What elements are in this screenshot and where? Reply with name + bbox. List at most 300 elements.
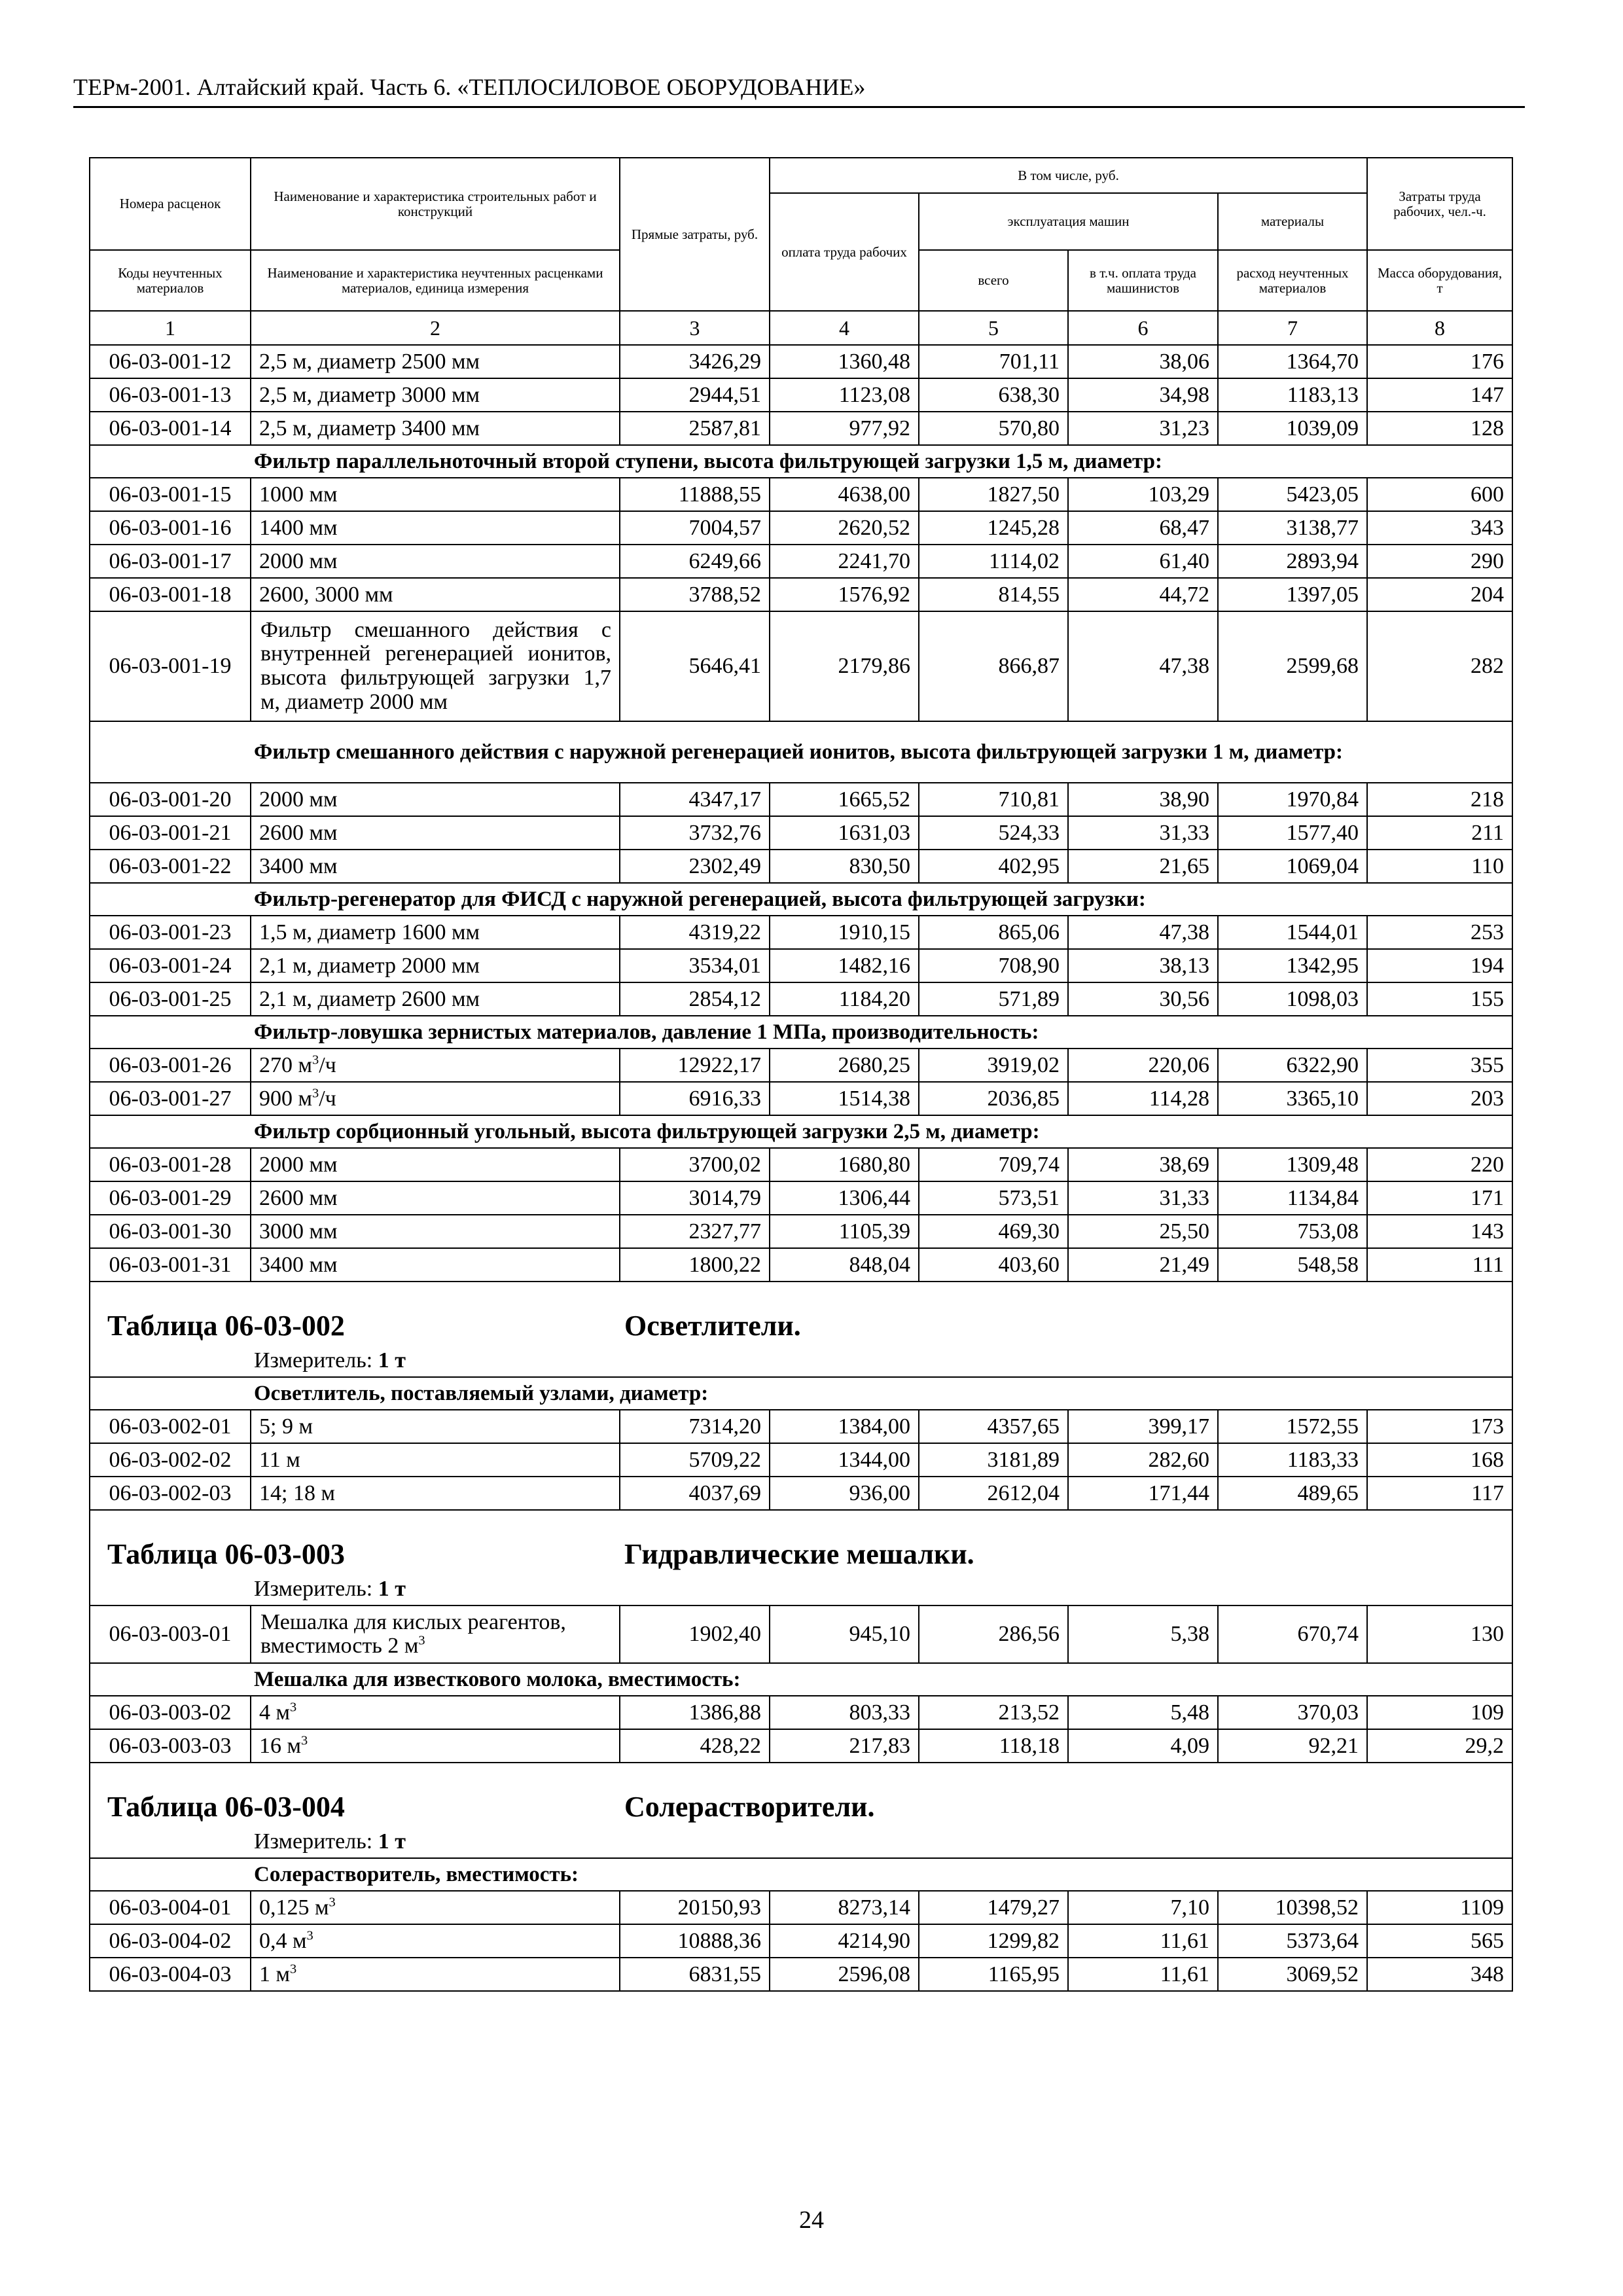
- rate-code: 06-03-001-16: [90, 511, 251, 545]
- table-row: [90, 478, 1512, 511]
- rate-name-text: 270 м: [259, 1052, 313, 1077]
- materials-cost: 92,21: [1218, 1729, 1367, 1763]
- rate-name-text: 5; 9 м: [259, 1414, 313, 1439]
- machinists-pay: 4,09: [1068, 1729, 1218, 1763]
- col-number: 2: [251, 311, 620, 345]
- machinists-pay: 25,50: [1068, 1215, 1218, 1248]
- machines-total: 402,95: [919, 850, 1068, 883]
- materials-cost: 1544,01: [1218, 916, 1367, 949]
- rows-block: [90, 345, 1512, 445]
- machinists-pay: 38,90: [1068, 783, 1218, 816]
- materials-cost: 1572,55: [1218, 1410, 1367, 1443]
- labor-hours: 130: [1367, 1605, 1512, 1663]
- direct-cost: 2302,49: [620, 850, 770, 883]
- col-number: 5: [919, 311, 1068, 345]
- rate-name-text: 2000 мм: [259, 1152, 338, 1177]
- group-row: [90, 1115, 1512, 1148]
- labor-pay: 803,33: [770, 1696, 919, 1729]
- machines-total: 865,06: [919, 916, 1068, 949]
- rate-name: [251, 1477, 620, 1510]
- direct-cost: 3732,76: [620, 816, 770, 850]
- table-subject: Осветлители.: [624, 1310, 801, 1342]
- rate-name: [251, 578, 620, 611]
- machinists-pay: 47,38: [1068, 611, 1218, 721]
- labor-hours: 143: [1367, 1215, 1512, 1248]
- machinists-pay: 68,47: [1068, 511, 1218, 545]
- machinists-pay: 114,28: [1068, 1082, 1218, 1115]
- materials-cost: 1183,13: [1218, 378, 1367, 412]
- rate-code: 06-03-002-02: [90, 1443, 251, 1477]
- table-row: [90, 1891, 1512, 1924]
- machinists-pay: 61,40: [1068, 545, 1218, 578]
- rate-name: [251, 1148, 620, 1181]
- materials-cost: 548,58: [1218, 1248, 1367, 1282]
- rate-code: 06-03-001-30: [90, 1215, 251, 1248]
- rate-name: [251, 1696, 620, 1729]
- direct-cost: 3534,01: [620, 949, 770, 982]
- table-row: [90, 1148, 1512, 1181]
- rate-name-text: 14; 18 м: [259, 1480, 335, 1505]
- rate-name-text: 11 м: [259, 1447, 300, 1472]
- machines-total: 710,81: [919, 783, 1068, 816]
- group-label: Фильтр-ловушка зернистых материалов, давление 1 МПа, производительность:: [90, 1016, 1512, 1049]
- rate-code: 06-03-001-26: [90, 1049, 251, 1082]
- machinists-pay: 31,33: [1068, 1181, 1218, 1215]
- materials-cost: 1342,95: [1218, 949, 1367, 982]
- rate-code: 06-03-001-27: [90, 1082, 251, 1115]
- machines-total: 213,52: [919, 1696, 1068, 1729]
- direct-cost: 3014,79: [620, 1181, 770, 1215]
- machinists-pay: 30,56: [1068, 982, 1218, 1016]
- rows-block: [90, 478, 1512, 611]
- measure-label: Измеритель:: [254, 1829, 373, 1854]
- header-direct: Прямые затраты, руб.: [620, 158, 770, 311]
- direct-cost: 4037,69: [620, 1477, 770, 1510]
- materials-cost: 1577,40: [1218, 816, 1367, 850]
- header-incl: В том числе, руб.: [770, 158, 1367, 193]
- cube-superscript: 3: [312, 1086, 319, 1101]
- labor-hours: 117: [1367, 1477, 1512, 1510]
- table-row: [90, 1443, 1512, 1477]
- materials-cost: 1970,84: [1218, 783, 1367, 816]
- labor-hours: 109: [1367, 1696, 1512, 1729]
- labor-pay: 8273,14: [770, 1891, 919, 1924]
- labor-pay: 2179,86: [770, 611, 919, 721]
- machinists-pay: 31,23: [1068, 412, 1218, 445]
- materials-cost: 1069,04: [1218, 850, 1367, 883]
- group-label: Фильтр смешанного действия с наружной регенерацией ионитов, высота фильтрующей загрузки 1 м, диаметр:: [90, 721, 1512, 783]
- rows-block: [90, 916, 1512, 1016]
- col-number: 4: [770, 311, 919, 345]
- labor-hours: 29,2: [1367, 1729, 1512, 1763]
- direct-cost: 1800,22: [620, 1248, 770, 1282]
- labor-pay: 1306,44: [770, 1181, 919, 1215]
- rate-name-text: 2600, 3000 мм: [259, 582, 393, 607]
- rate-name-text: 2600 мм: [259, 820, 338, 845]
- direct-cost: 6831,55: [620, 1958, 770, 1991]
- rate-name: [251, 1729, 620, 1763]
- rate-name: [251, 478, 620, 511]
- rate-code: 06-03-001-29: [90, 1181, 251, 1215]
- machines-total: 403,60: [919, 1248, 1068, 1282]
- header-mass: Масса оборудования, т: [1367, 250, 1512, 311]
- cube-superscript: 3: [290, 1962, 297, 1977]
- rate-name-text: 0,125 м: [259, 1895, 329, 1920]
- rate-code: 06-03-001-14: [90, 412, 251, 445]
- labor-hours: 282: [1367, 611, 1512, 721]
- machines-total: 524,33: [919, 816, 1068, 850]
- machines-total: 638,30: [919, 378, 1068, 412]
- materials-cost: 1309,48: [1218, 1148, 1367, 1181]
- machines-total: 814,55: [919, 578, 1068, 611]
- table-subject: Гидравлические мешалки.: [624, 1538, 974, 1570]
- machines-total: 573,51: [919, 1181, 1068, 1215]
- materials-cost: 5373,64: [1218, 1924, 1367, 1958]
- direct-cost: 12922,17: [620, 1049, 770, 1082]
- machinists-pay: 5,38: [1068, 1605, 1218, 1663]
- rate-code: 06-03-001-18: [90, 578, 251, 611]
- table-row: [90, 982, 1512, 1016]
- machinists-pay: 282,60: [1068, 1443, 1218, 1477]
- page-number: 24: [799, 2206, 824, 2234]
- direct-cost: 5709,22: [620, 1443, 770, 1477]
- header-machines: эксплуатация машин: [919, 193, 1218, 250]
- rate-name: [251, 1082, 620, 1115]
- labor-pay: 848,04: [770, 1248, 919, 1282]
- group-label: Осветлитель, поставляемый узлами, диаметр:: [90, 1377, 1512, 1410]
- labor-pay: 1184,20: [770, 982, 919, 1016]
- rate-name: [251, 1215, 620, 1248]
- labor-pay: 977,92: [770, 412, 919, 445]
- materials-cost: 370,03: [1218, 1696, 1367, 1729]
- header-materials: материалы: [1218, 193, 1367, 250]
- unit-suffix: /ч: [319, 1086, 336, 1111]
- header-labor: оплата труда рабочих: [770, 193, 919, 311]
- rate-code: 06-03-002-03: [90, 1477, 251, 1510]
- machinists-pay: 399,17: [1068, 1410, 1218, 1443]
- rate-name: [251, 1181, 620, 1215]
- col-number: 1: [90, 311, 251, 345]
- rate-name: [251, 378, 620, 412]
- rate-name: [251, 816, 620, 850]
- rate-name: [251, 1410, 620, 1443]
- machines-total: 866,87: [919, 611, 1068, 721]
- machines-total: 571,89: [919, 982, 1068, 1016]
- direct-cost: 2587,81: [620, 412, 770, 445]
- machinists-pay: 38,13: [1068, 949, 1218, 982]
- table-row: [90, 378, 1512, 412]
- rate-code: 06-03-001-22: [90, 850, 251, 883]
- measure-value: 1 т: [378, 1829, 406, 1854]
- group-label: Солерастворитель, вместимость:: [90, 1858, 1512, 1891]
- measure-row: [90, 1573, 1512, 1605]
- materials-cost: 3365,10: [1218, 1082, 1367, 1115]
- measure-value: 1 т: [378, 1577, 406, 1601]
- machines-total: 570,80: [919, 412, 1068, 445]
- labor-hours: 343: [1367, 511, 1512, 545]
- labor-pay: 1105,39: [770, 1215, 919, 1248]
- rate-code: 06-03-003-01: [90, 1605, 251, 1663]
- labor-hours: 348: [1367, 1958, 1512, 1991]
- header-unaccounted: расход неучтенных материалов: [1218, 250, 1367, 311]
- table-row: [90, 1181, 1512, 1215]
- col-number: 7: [1218, 311, 1367, 345]
- group-row: [90, 1858, 1512, 1891]
- labor-pay: 4638,00: [770, 478, 919, 511]
- direct-cost: 6916,33: [620, 1082, 770, 1115]
- table-title-row: [90, 1282, 1512, 1345]
- labor-pay: 945,10: [770, 1605, 919, 1663]
- rate-name-text: 1 м: [259, 1962, 291, 1986]
- group-label: Фильтр сорбционный угольный, высота фильтрующей загрузки 2,5 м, диаметр:: [90, 1115, 1512, 1148]
- rate-name: [251, 1891, 620, 1924]
- materials-cost: 6322,90: [1218, 1049, 1367, 1082]
- cube-superscript: 3: [301, 1733, 308, 1748]
- group-label: Мешалка для известкового молока, вместимость:: [90, 1663, 1512, 1696]
- table-row: [90, 545, 1512, 578]
- labor-hours: 355: [1367, 1049, 1512, 1082]
- cube-superscript: 3: [329, 1895, 336, 1910]
- labor-hours: 155: [1367, 982, 1512, 1016]
- machines-total: 1827,50: [919, 478, 1068, 511]
- rate-code: 06-03-002-01: [90, 1410, 251, 1443]
- machines-total: 469,30: [919, 1215, 1068, 1248]
- materials-cost: 670,74: [1218, 1605, 1367, 1663]
- direct-cost: 1386,88: [620, 1696, 770, 1729]
- rates-table: [89, 157, 1513, 1992]
- rate-name: [251, 982, 620, 1016]
- group-row: [90, 883, 1512, 916]
- labor-pay: 2241,70: [770, 545, 919, 578]
- rate-code: 06-03-001-12: [90, 345, 251, 378]
- table-title: Таблица 06-03-004: [107, 1791, 345, 1823]
- rate-name: [251, 949, 620, 982]
- table-row: [90, 1696, 1512, 1729]
- measure-label: Измеритель:: [254, 1577, 373, 1601]
- rate-code: 06-03-004-02: [90, 1924, 251, 1958]
- direct-cost: 20150,93: [620, 1891, 770, 1924]
- table-row: [90, 345, 1512, 378]
- direct-cost: 3788,52: [620, 578, 770, 611]
- labor-pay: 1680,80: [770, 1148, 919, 1181]
- labor-hours: 176: [1367, 345, 1512, 378]
- machinists-pay: 31,33: [1068, 816, 1218, 850]
- rate-name: [251, 545, 620, 578]
- direct-cost: 10888,36: [620, 1924, 770, 1958]
- table-row: [90, 1924, 1512, 1958]
- cube-superscript: 3: [290, 1700, 297, 1715]
- labor-hours: 110: [1367, 850, 1512, 883]
- machinists-pay: 11,61: [1068, 1958, 1218, 1991]
- machines-total: 708,90: [919, 949, 1068, 982]
- table-row: [90, 916, 1512, 949]
- rate-name-text: 2,5 м, диаметр 2500 мм: [259, 349, 480, 374]
- header-code-top: Номера расценок: [90, 158, 251, 250]
- rows-block: [90, 1049, 1512, 1115]
- labor-hours: 111: [1367, 1248, 1512, 1282]
- labor-pay: 1360,48: [770, 345, 919, 378]
- machines-total: 1479,27: [919, 1891, 1068, 1924]
- table-row: [90, 1248, 1512, 1282]
- rate-name-text: 16 м: [259, 1733, 302, 1758]
- header-total: всего: [919, 250, 1068, 311]
- machines-total: 709,74: [919, 1148, 1068, 1181]
- table-row: [90, 1410, 1512, 1443]
- machines-total: 2036,85: [919, 1082, 1068, 1115]
- direct-cost: 3700,02: [620, 1148, 770, 1181]
- unit-suffix: /ч: [319, 1052, 336, 1077]
- rows-block: [90, 783, 1512, 883]
- labor-hours: 173: [1367, 1410, 1512, 1443]
- rows-block: [90, 1410, 1512, 1510]
- header-machinists: в т.ч. оплата труда машинистов: [1068, 250, 1218, 311]
- machinists-pay: 220,06: [1068, 1049, 1218, 1082]
- rate-name-text: 2000 мм: [259, 787, 338, 812]
- materials-cost: 2893,94: [1218, 545, 1367, 578]
- group-row: [90, 721, 1512, 783]
- machines-total: 1299,82: [919, 1924, 1068, 1958]
- machines-total: 1114,02: [919, 545, 1068, 578]
- table-row: [90, 1215, 1512, 1248]
- table-row: [90, 412, 1512, 445]
- rate-code: 06-03-001-21: [90, 816, 251, 850]
- labor-hours: 194: [1367, 949, 1512, 982]
- labor-hours: 565: [1367, 1924, 1512, 1958]
- col-number: 6: [1068, 311, 1218, 345]
- rate-name-text: 2000 мм: [259, 548, 338, 573]
- column-numbers-row: [90, 311, 1512, 345]
- header-code-bottom: Коды неучтенных материалов: [90, 250, 251, 311]
- rate-code: 06-03-003-03: [90, 1729, 251, 1763]
- rate-name-text: 900 м: [259, 1086, 313, 1111]
- rate-code: 06-03-001-25: [90, 982, 251, 1016]
- table-subject: Солерастворители.: [624, 1791, 875, 1823]
- machinists-pay: 21,49: [1068, 1248, 1218, 1282]
- labor-hours: 171: [1367, 1181, 1512, 1215]
- machinists-pay: 7,10: [1068, 1891, 1218, 1924]
- materials-cost: 3138,77: [1218, 511, 1367, 545]
- rate-name-text: 2,1 м, диаметр 2000 мм: [259, 953, 480, 978]
- machines-total: 4357,65: [919, 1410, 1068, 1443]
- machinists-pay: 11,61: [1068, 1924, 1218, 1958]
- cube-superscript: 3: [418, 1633, 425, 1648]
- rate-name-text: 0,4 м: [259, 1928, 307, 1953]
- table-row: [90, 783, 1512, 816]
- table-row: [90, 850, 1512, 883]
- machines-total: 1165,95: [919, 1958, 1068, 1991]
- table-row: [90, 1477, 1512, 1510]
- rate-code: 06-03-001-20: [90, 783, 251, 816]
- labor-hours: 600: [1367, 478, 1512, 511]
- machinists-pay: 47,38: [1068, 916, 1218, 949]
- direct-cost: 2854,12: [620, 982, 770, 1016]
- rate-code: 06-03-001-23: [90, 916, 251, 949]
- table-row: [90, 611, 1512, 721]
- measure-label: Измеритель:: [254, 1348, 373, 1372]
- materials-cost: 1098,03: [1218, 982, 1367, 1016]
- machinists-pay: 34,98: [1068, 378, 1218, 412]
- labor-hours: 204: [1367, 578, 1512, 611]
- rate-name: [251, 916, 620, 949]
- rate-name-text: 2600 мм: [259, 1185, 338, 1210]
- machines-total: 118,18: [919, 1729, 1068, 1763]
- table-row: [90, 578, 1512, 611]
- labor-pay: 1384,00: [770, 1410, 919, 1443]
- rate-name: [251, 1958, 620, 1991]
- measure-row: [90, 1345, 1512, 1377]
- labor-hours: 253: [1367, 916, 1512, 949]
- rate-code: 06-03-001-19: [90, 611, 251, 721]
- labor-pay: 1514,38: [770, 1082, 919, 1115]
- labor-pay: 1910,15: [770, 916, 919, 949]
- machinists-pay: 38,06: [1068, 345, 1218, 378]
- rate-code: 06-03-001-17: [90, 545, 251, 578]
- rate-name-text: 1000 мм: [259, 482, 338, 507]
- rate-name-text: 2,5 м, диаметр 3000 мм: [259, 382, 480, 407]
- rate-name-text: 3400 мм: [259, 1252, 338, 1277]
- labor-pay: 1631,03: [770, 816, 919, 850]
- materials-cost: 1039,09: [1218, 412, 1367, 445]
- direct-cost: 428,22: [620, 1729, 770, 1763]
- labor-pay: 1665,52: [770, 783, 919, 816]
- labor-hours: 168: [1367, 1443, 1512, 1477]
- materials-cost: 5423,05: [1218, 478, 1367, 511]
- rate-name: [251, 412, 620, 445]
- group-label: Фильтр-регенератор для ФИСД с наружной регенерацией, высота фильтрующей загрузки:: [90, 883, 1512, 916]
- rate-name: [251, 1049, 620, 1082]
- labor-pay: 2620,52: [770, 511, 919, 545]
- labor-pay: 1123,08: [770, 378, 919, 412]
- materials-cost: 1183,33: [1218, 1443, 1367, 1477]
- materials-cost: 10398,52: [1218, 1891, 1367, 1924]
- machinists-pay: 38,69: [1068, 1148, 1218, 1181]
- direct-cost: 7004,57: [620, 511, 770, 545]
- rate-code: 06-03-004-01: [90, 1891, 251, 1924]
- table-row: [90, 816, 1512, 850]
- direct-cost: 4319,22: [620, 916, 770, 949]
- machinists-pay: 44,72: [1068, 578, 1218, 611]
- machinists-pay: 5,48: [1068, 1696, 1218, 1729]
- labor-hours: 290: [1367, 545, 1512, 578]
- rate-code: 06-03-001-13: [90, 378, 251, 412]
- rate-code: 06-03-003-02: [90, 1696, 251, 1729]
- rate-name: [251, 1443, 620, 1477]
- labor-pay: 1344,00: [770, 1443, 919, 1477]
- rate-name-text: 1400 мм: [259, 515, 338, 540]
- machinists-pay: 103,29: [1068, 478, 1218, 511]
- rate-code: 06-03-001-28: [90, 1148, 251, 1181]
- col-number: 8: [1367, 311, 1512, 345]
- labor-hours: 128: [1367, 412, 1512, 445]
- materials-cost: 1397,05: [1218, 578, 1367, 611]
- direct-cost: 4347,17: [620, 783, 770, 816]
- direct-cost: 11888,55: [620, 478, 770, 511]
- machines-total: 2612,04: [919, 1477, 1068, 1510]
- table-title: Таблица 06-03-002: [107, 1310, 345, 1342]
- materials-cost: 1364,70: [1218, 345, 1367, 378]
- direct-cost: 2944,51: [620, 378, 770, 412]
- rate-name: [251, 345, 620, 378]
- rows-block: [90, 1148, 1512, 1282]
- labor-pay: 2680,25: [770, 1049, 919, 1082]
- rate-name-text: 1,5 м, диаметр 1600 мм: [259, 920, 480, 944]
- labor-pay: 1576,92: [770, 578, 919, 611]
- rate-name-text: 2,5 м, диаметр 3400 мм: [259, 416, 480, 440]
- table-row: [90, 1082, 1512, 1115]
- rows-block: [90, 1696, 1512, 1763]
- labor-hours: 220: [1367, 1148, 1512, 1181]
- rate-name-text: 4 м: [259, 1700, 291, 1725]
